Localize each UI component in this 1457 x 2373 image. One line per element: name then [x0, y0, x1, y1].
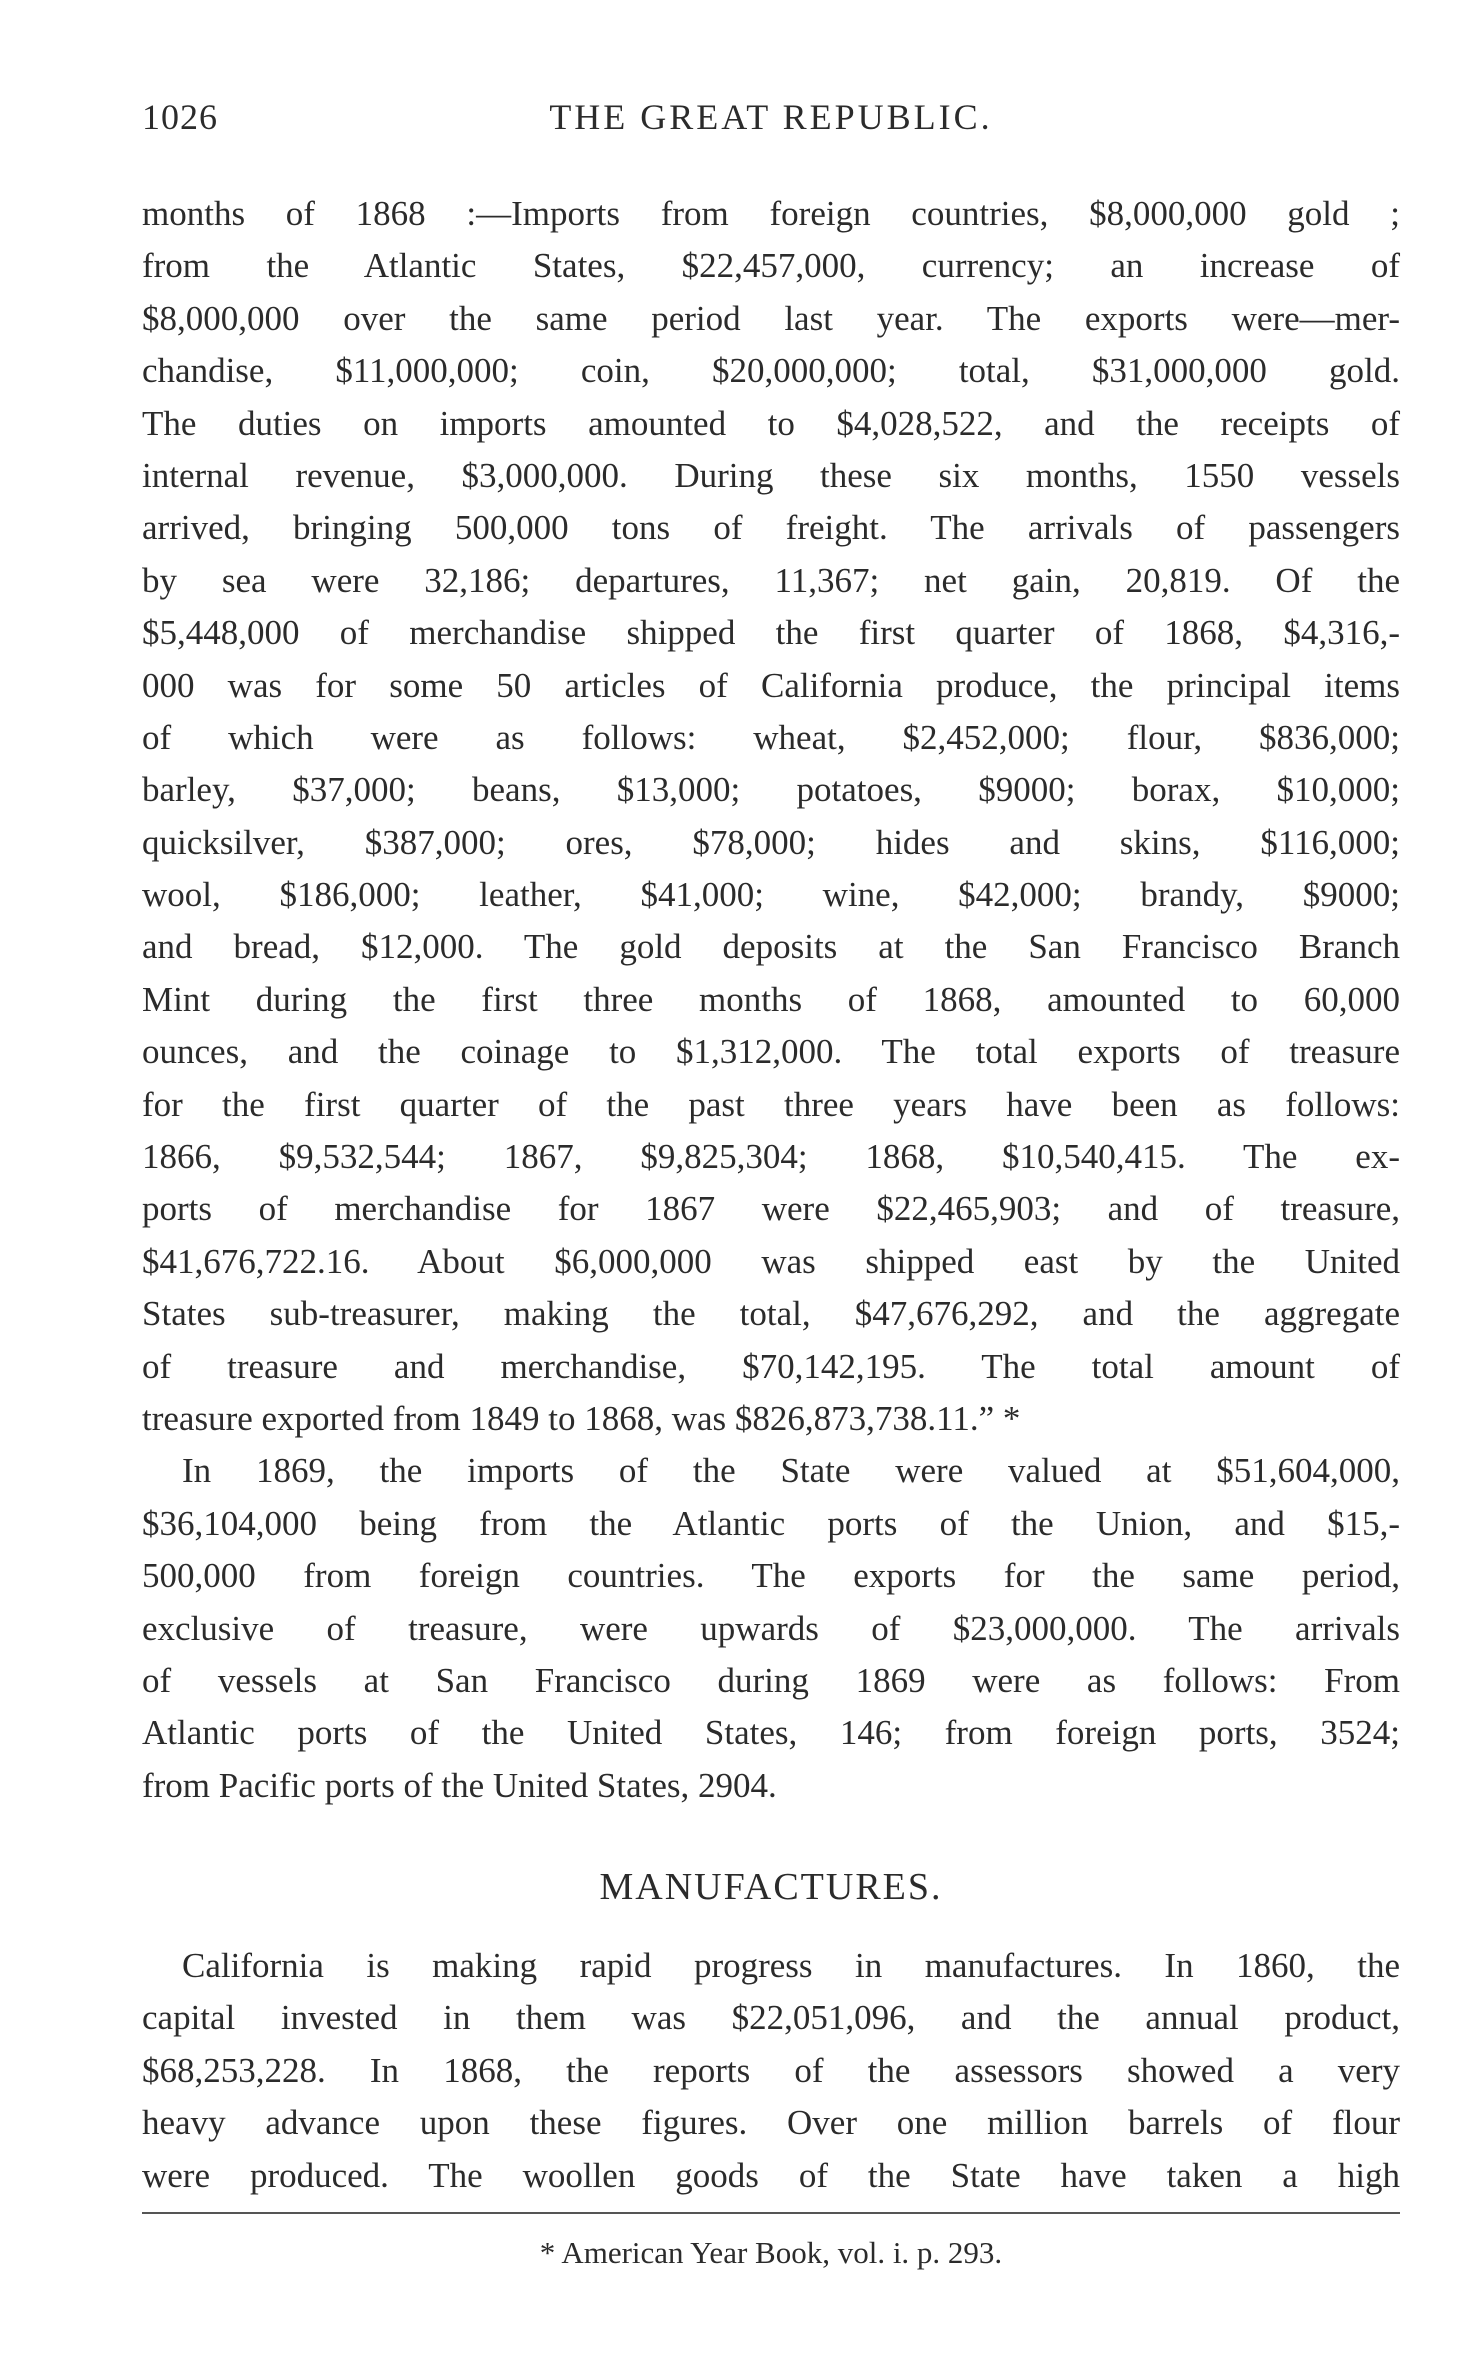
page-header — [142, 96, 1400, 146]
text-line: quicksilver, $387,000; ores, $78,000; hides and skins, $116,000; — [142, 822, 1400, 862]
text-line: Mint during the first three months of 1868, amounted to 60,000 — [142, 979, 1400, 1019]
running-title: THE GREAT REPUBLIC. — [549, 97, 993, 137]
text-line: from the Atlantic States, $22,457,000, currency; an increase of — [142, 246, 1400, 286]
page-number: 1026 — [142, 97, 218, 137]
text-line: of treasure and merchandise, $70,142,195. The total amount of — [142, 1346, 1400, 1386]
text-line: $41,676,722.16. About $6,000,000 was shipped east by the United — [142, 1241, 1400, 1281]
text-line: ounces, and the coinage to $1,312,000. The total exports of treasure — [142, 1032, 1400, 1072]
footnote-divider — [142, 2212, 1400, 2214]
text-line: internal revenue, $3,000,000. During these six months, 1550 vessels — [142, 455, 1400, 495]
text-line: were produced. The woollen goods of the State have taken a high — [142, 2155, 1400, 2195]
text-line: exclusive of treasure, were upwards of $23,000,000. The arrivals — [142, 1608, 1400, 1648]
text-line: chandise, $11,000,000; coin, $20,000,000; total, $31,000,000 gold. — [142, 351, 1400, 391]
text-line: capital invested in them was $22,051,096, and the annual product, — [142, 1998, 1400, 2038]
section-body-text — [142, 1940, 1400, 2202]
text-line: ports of merchandise for 1867 were $22,465,903; and of treasure, — [142, 1189, 1400, 1229]
text-line: The duties on imports amounted to $4,028,522, and the receipts of — [142, 403, 1400, 443]
text-line: from Pacific ports of the United States, 2904. — [142, 1765, 777, 1805]
text-line: $68,253,228. In 1868, the reports of the assessors showed a very — [142, 2050, 1400, 2090]
text-line: $36,104,000 being from the Atlantic ports of the Union, and $15,- — [142, 1503, 1400, 1543]
text-line: arrived, bringing 500,000 tons of freight. The arrivals of passengers — [142, 508, 1400, 548]
text-line: $5,448,000 of merchandise shipped the first quarter of 1868, $4,316,- — [142, 613, 1400, 653]
text-line: of vessels at San Francisco during 1869 were as follows: From — [142, 1660, 1400, 1700]
footnote: * American Year Book, vol. i. p. 293. — [539, 2235, 1003, 2270]
text-line: 500,000 from foreign countries. The exports for the same period, — [142, 1556, 1400, 1596]
text-line: In 1869, the imports of the State were valued at $51,604,000, — [182, 1451, 1400, 1491]
text-line: Atlantic ports of the United States, 146; from foreign ports, 3524; — [142, 1713, 1400, 1753]
text-line: of which were as follows: wheat, $2,452,000; flour, $836,000; — [142, 717, 1400, 757]
text-line: 000 was for some 50 articles of California produce, the principal items — [142, 665, 1400, 705]
text-line: for the first quarter of the past three years have been as follows: — [142, 1084, 1400, 1124]
text-line: months of 1868 :—Imports from foreign countries, $8,000,000 gold ; — [142, 194, 1400, 233]
text-line: treasure exported from 1849 to 1868, was $826,873,738.11.” * — [142, 1398, 1021, 1438]
text-line: barley, $37,000; beans, $13,000; potatoes, $9000; borax, $10,000; — [142, 770, 1400, 810]
text-line: $8,000,000 over the same period last year. The exports were—mer- — [142, 298, 1400, 338]
text-line: States sub-treasurer, making the total, $47,676,292, and the aggregate — [142, 1294, 1400, 1334]
text-line: heavy advance upon these figures. Over one million barrels of flour — [142, 2103, 1400, 2143]
text-line: and bread, $12,000. The gold deposits at the San Francisco Branch — [142, 927, 1400, 967]
body-text — [142, 188, 1400, 1812]
text-line: California is making rapid progress in manufactures. In 1860, the — [182, 1946, 1400, 1985]
text-line: by sea were 32,186; departures, 11,367; net gain, 20,819. Of the — [142, 560, 1400, 600]
text-line: wool, $186,000; leather, $41,000; wine, $42,000; brandy, $9000; — [142, 875, 1400, 915]
section-heading: MANUFACTURES. — [599, 1866, 943, 1908]
text-line: 1866, $9,532,544; 1867, $9,825,304; 1868, $10,540,415. The ex- — [142, 1137, 1400, 1177]
